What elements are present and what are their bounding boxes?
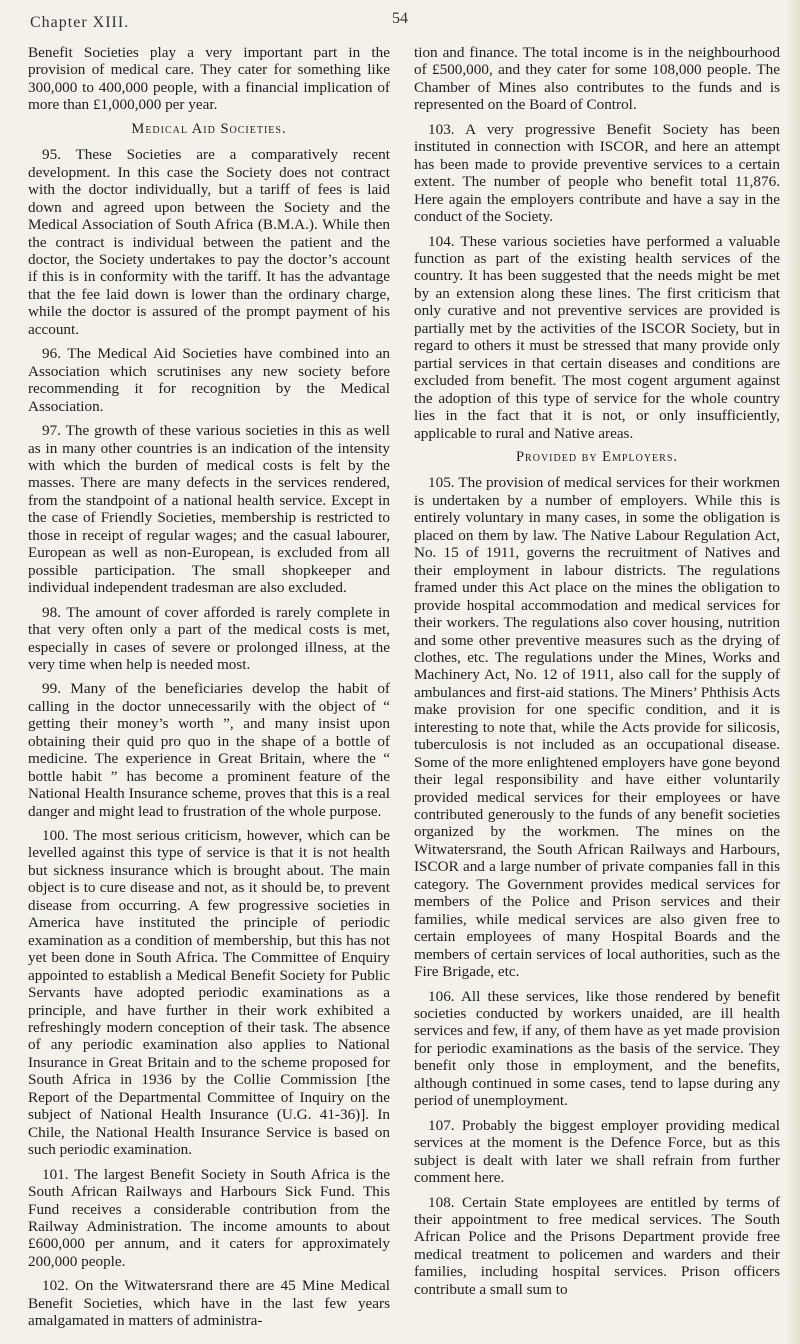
paragraph: 107. Probably the biggest employer providing medical services at the moment is the Defence Force, but as this subject is dealt with later we shall refrain from further comment here. [414,1116,780,1187]
paragraph: 100. The most serious criticism, however, which can be levelled against this type of service is that it is not health but sickness insurance which is brought about. The main object is to cure disease and not, as it should be, to prevent disease from occurring. A few progressive societies in America have instituted the principle of periodic examination as a condition of membership, but this has not yet been done in South Africa. The Committee of Enquiry appointed to establish a Medical Benefit Society for Public Servants have adopted periodic examinations as a principle, and have further in their work exhibited a refreshingly modern conception of their task. The absence of any periodic examination also applies to National Insurance in Great Britain and to the scheme proposed for South Africa in 1936 by the Collie Commission [the Report of the Departmental Committee of Inquiry on the subject of National Health Insurance (U.G. 41-36)]. In Chile, the National Health Insurance Service is based on such periodic examination. [28,827,390,1159]
section-heading: Provided by Employers. [515,448,679,465]
paragraph: 108. Certain State employees are entitled by terms of their appointment to free medical services. The South African Police and the Prisons Department provide free medical treatment to policemen and warders and their families, including hospital services. Prison officers contribute a small sum to [414,1193,780,1298]
paragraph: 98. The amount of cover afforded is rarely complete in that very often only a part of the medical costs is met, especially in cases of severe or prolonged illness, at the very time when help is needed most. [28,603,390,673]
left-column [28,44,390,1337]
paragraph: 97. The growth of these various societies in this as well as in many other countries is an indication of the intensity with which the burden of medical costs is felt by the masses. There are many defects in the services rendered, from the standpoint of a national health service. Except in the case of Friendly Societies, membership is restricted to those in receipt of regular wages; and the casual labourer, European as well as non-European, is excluded from all possible participation. The small shopkeeper and individual independent tradesman are also excluded. [28,422,390,597]
paragraph: 103. A very progressive Benefit Society has been instituted in connection with ISCOR, and here an attempt has been made to provide preventive services to a certain extent. The number of people who benefit total 11,876. Here again the employers contribute and have a say in the conduct of the Society. [414,120,780,226]
paragraph: Benefit Societies play a very important part in the provision of medical care. They cater for something like 300,000 to 400,000 people, with a financial implication of more than £1,000,000 per year. [28,44,390,114]
paragraph: 104. These various societies have performed a valuable function as part of the existing health services of the country. It has been suggested that the needs might be met by an extension along these lines. The first criticism that only curative and not preventive services are provided is partially met by the activities of the ISCOR Society, but in regard to others it must be stressed that many provide only partial services in that certain diseases and conditions are excluded from benefit. The most cogent argument against the adoption of this type of service for the whole country lies in the fact that it is not, or only insufficiently, applicable to rural and Native areas. [414,232,780,442]
section-heading: Medical Aid Societies. [131,120,287,137]
paragraph: 95. These Societies are a comparatively recent development. In this case the Society does not contract with the doctor individually, but a tariff of fees is laid down and agreed upon between the Society and the Medical Association of South Africa (B.M.A.). While then the contract is individual between the patient and the doctor, the Society undertakes to pay the doctor’s account if this is in conformity with the tariff. It has the advantage that the fee laid down is lower than the ordinary charge, while the doctor is assured of the prompt payment of his account. [28,146,390,338]
paragraph: tion and finance. The total income is in the neighbourhood of £500,000, and they cater for some 108,000 people. The Chamber of Mines also contributes to the funds and is represented on the Board of Control. [414,44,780,114]
page-edge-shadow [786,0,800,1344]
page-header [0,6,800,46]
paragraph: 99. Many of the beneficiaries develop the habit of calling in the doctor unnecessarily with the object of “ getting their money’s worth ”, and many insist upon obtaining their quid pro quo in the shape of a bottle of medicine. The experience in Great Britain, where the “ bottle habit ” has become a prominent feature of the National Health Insurance scheme, proves that this is a real danger and might lead to frustration of the whole purpose. [28,680,390,820]
paragraph: 106. All these services, like those rendered by benefit societies conducted by workers unaided, are ill health services and few, if any, of them have as yet made provision for periodic examinations as the basis of the service. They benefit only those in employment, and the benefits, although continued in some cases, tend to lapse during any period of unemployment. [414,987,780,1110]
paragraph: 96. The Medical Aid Societies have combined into an Association which scrutinises any new society before recommending it for recognition by the Medical Association. [28,345,390,415]
paragraph: 105. The provision of medical services for their workmen is undertaken by a number of employers. While this is entirely voluntary in many cases, in some the obligation is placed on them by law. The Native Labour Regulation Act, No. 15 of 1911, governs the recruitment of Natives and their employment in labour districts. The regulations framed under this Act place on the mines the obligation to provide hospital accommodation and medical services for their workers. The regulations also cover housing, nutrition and some other preventive measures such as the drying of clothes, etc. The regulations under the Mines, Works and Machinery Act, No. 12 of 1911, also call for the supply of ambulances and first-aid stations. The Miners’ Phthisis Acts make provision for one specific condition, and it is interesting to note that, while the Acts provide for silicosis, tuberculosis is not included as an occupational disease. Some of the more enlightened employers have gone beyond their legal responsibility and have either voluntarily provided medical services for their employees or have contributed generously to the funds of any benefit societies organized by the workmen. The mines on the Witwatersrand, the South African Railways and Harbours, ISCOR and a large number of private companies fall in this category. The Government provides medical services for members of the Police and Prison services and their families, while medical services are also given free to certain employees of many Hospital Boards and the members of certain services of local authorities, such as the Fire Brigade, etc. [414,474,780,981]
paragraph: 102. On the Witwatersrand there are 45 Mine Medical Benefit Societies, which have in the last few years amalgamated in matters of administra- [28,1277,390,1330]
chapter-label: Chapter XIII. [30,14,130,31]
paragraph: 101. The largest Benefit Society in South Africa is the South African Railways and Harbours Sick Fund. This Fund receives a considerable contribution from the Railway Administration. The income amounts to about £600,000 per annum, and it caters for approximately 200,000 people. [28,1165,390,1270]
page-number: 54 [392,10,408,27]
right-column [414,44,780,1305]
